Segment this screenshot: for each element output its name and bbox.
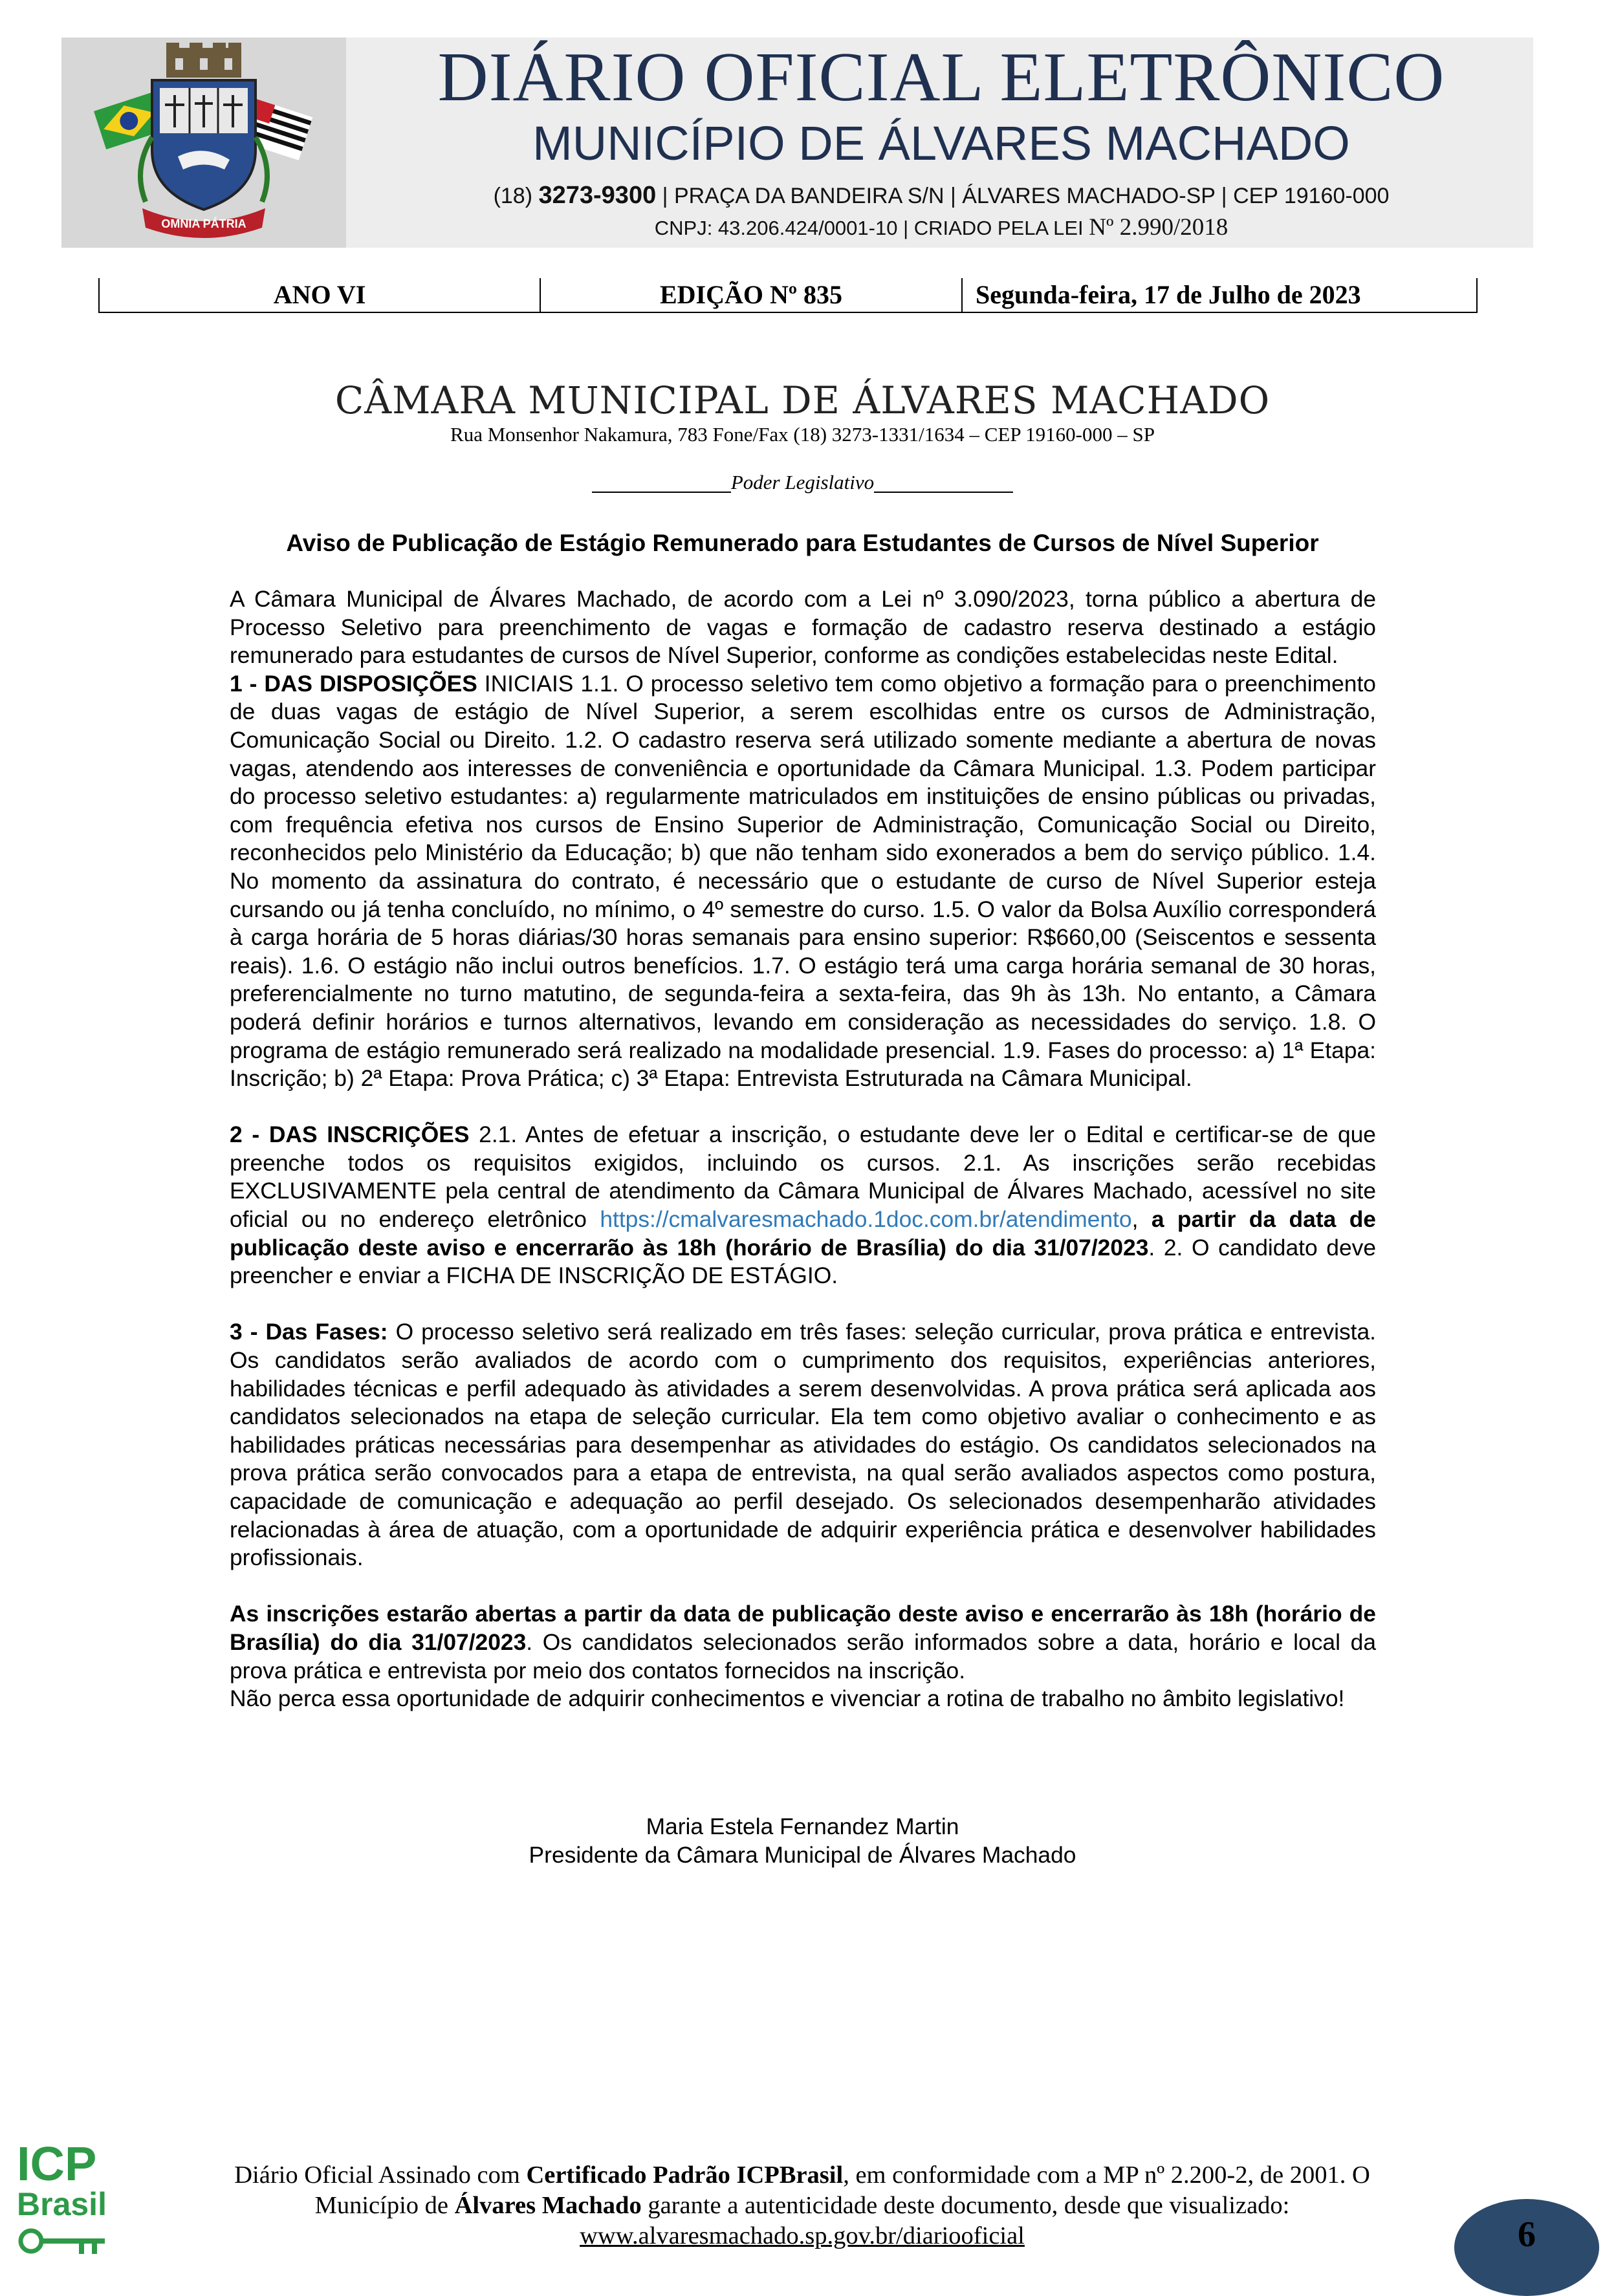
area-code: (18): [493, 184, 533, 208]
icp-brasil-logo-icon: [14, 2138, 111, 2260]
section-2-text-b: ,: [1131, 1206, 1152, 1233]
section-2-heading: 2 - DAS INSCRIÇÕES: [230, 1121, 470, 1148]
closing-invite: Não perca essa oportunidade de adquirir conhecimentos e vivenciar a rotina de trabalho no âmbito legislativo!: [230, 1685, 1345, 1712]
icp-logo-line1: ICP: [17, 2138, 97, 2191]
footer-certification: [213, 2160, 1391, 2251]
camara-address: Rua Monsenhor Nakamura, 783 Fone/Fax (18) 3273-1331/1634 – CEP 19160-000 – SP: [450, 423, 1155, 446]
closing-deadline: As inscrições estarão abertas a partir da data de publicação deste aviso e encerrarão às 18h (horário de Brasília) do dia 31/07/2023: [230, 1601, 1376, 1655]
municipality-name: MUNICÍPIO DE ÁLVARES MACHADO: [532, 116, 1350, 170]
signature-block: [0, 1812, 1605, 1869]
notice-title: Aviso de Publicação de Estágio Remunerado para Estudantes de Cursos de Nível Superior: [286, 530, 1319, 556]
gazette-title: DIÁRIO OFICIAL ELETRÔNICO: [437, 39, 1445, 116]
header-contact: [349, 181, 1533, 210]
creation-law: Nº 2.990/2018: [1089, 214, 1228, 241]
branch-label: [0, 470, 1605, 495]
section-3: [230, 1318, 1376, 1572]
branch-name: Poder Legislativo: [730, 471, 875, 493]
intro-paragraph: A Câmara Municipal de Álvares Machado, de acordo com a Lei nº 3.090/2023, torna público a abertura de Processo Seletivo para preenchimento de vagas e formação de cadastro reserva destinado a estágio remunerado para estudantes de cursos de Nível Superior, conforme as condições estabelecidas neste Edital.: [230, 586, 1376, 669]
section-2-deadline: a partir da data de publicação deste aviso e encerrarão às 18h (horário de Brasília) do dia 31/07/2023: [230, 1206, 1376, 1261]
edition-number: EDIÇÃO Nº 835: [541, 278, 963, 312]
cnpj-text: CNPJ: 43.206.424/0001-10 | CRIADO PELA LEI: [654, 217, 1084, 239]
section-1-text: INICIAIS 1.1. O processo seletivo tem como objetivo a formação para o preenchimento de duas vagas de estágio de Nível Superior, a serem escolhidas entre os cursos de Administração, Comunicação Social ou Direito. 1.2. O cadastro reserva será utilizado somente mediante a abertura de novas vagas, atendendo aos interesses de conveniência e oportunidade da Câmara Municipal. 1.3. Podem participar do processo seletivo estudantes: a) regularmente matriculados em instituições de ensino públicas ou privadas, com frequência efetiva nos cursos de Ensino Superior de Administração, Comunicação Social ou Direito, reconhecidos pelo Ministério da Educação; b) que não tenham sido exonerados a bem do serviço público. 1.4. No momento da assinatura do contrato, é necessário que o estudante de curso de Nível Superior esteja cursando ou já tenha concluído, no mínimo, o 4º semestre do curso. 1.5. O valor da Bolsa Auxílio corresponderá à carga horária de 5 horas diárias/30 horas semanais para ensino superior: R$660,00 (Seiscentos e sessenta reais). 1.6. O estágio não inclui outros benefícios. 1.7. O estágio terá uma carga horária semanal de 30 horas, preferencialmente no turno matutino, de segunda-feira a sexta-feira, das 9h às 13h. No entanto, a Câmara poderá definir horários e turnos alternativos, levando em consideração as necessidades do serviço. 1.8. O programa de estágio remunerado será realizado na modalidade presencial. 1.9. Fases do processo: a) 1ª Etapa: Inscrição; b) 2ª Etapa: Prova Prática; c) 3ª Etapa: Entrevista Estruturada na Câmara Municipal.: [230, 670, 1376, 1092]
section-3-text: O processo seletivo será realizado em três fases: seleção curricular, prova prática e entrevista. Os candidatos serão avaliados de acordo com o cumprimento dos requisitos, experiências anteriores, habilidades técnicas e perfil adequado às atividades a serem desenvolvidas. A prova prática será aplicada aos candidatos selecionados na etapa de seleção curricular. Ela tem como objetivo avaliar o conhecimento e as habilidades práticas necessárias para desempenhar as atividades do estágio. Os candidatos selecionados na prova prática serão convocados para a etapa de entrevista, na qual serão avaliados aspectos como postura, capacidade de comunicação e adequação ao perfil desejado. Os selecionados desempenharão atividades relacionadas à área de atuação, com a oportunidade de adquirir experiência prática e desenvolver habilidades profissionais.: [230, 1319, 1376, 1571]
edition-bar: [98, 278, 1478, 313]
section-1: [230, 670, 1376, 1093]
divider: [592, 492, 731, 493]
signer-role: Presidente da Câmara Municipal de Álvares Machado: [529, 1842, 1076, 1868]
footer-text-3: garante a autenticidade deste documento, desde que visualizado:: [641, 2192, 1290, 2219]
footer-text-1: Diário Oficial Assinado com: [234, 2161, 527, 2189]
closing-paragraph: [230, 1600, 1376, 1685]
header-address: | PRAÇA DA BANDEIRA S/N | ÁLVARES MACHADO-SP | CEP 19160-000: [662, 184, 1390, 208]
section-2-text-c: . 2. O candidato deve preencher e enviar a FICHA DE INSCRIÇÃO DE ESTÁGIO.: [230, 1234, 1377, 1289]
logo-motto: OMNIA PÁTRIA: [161, 217, 246, 230]
divider: [874, 492, 1013, 493]
section-1-heading: 1 - DAS DISPOSIÇÕES: [230, 670, 477, 697]
phone-number: 3273-9300: [538, 182, 657, 209]
edition-date: Segunda-feira, 17 de Julho de 2023: [976, 280, 1361, 309]
camara-title: CÂMARA MUNICIPAL DE ÁLVARES MACHADO: [334, 378, 1271, 422]
registration-link[interactable]: https://cmalvaresmachado.1doc.com.br/atendimento: [600, 1206, 1132, 1233]
footer-text-2: , em conformidade com a MP nº 2.200-2, de 2001. O Município de: [314, 2161, 1370, 2219]
header-cnpj: [349, 213, 1533, 243]
footer-municipality: Álvares Machado: [454, 2192, 642, 2219]
closing-text: . Os candidatos selecionados serão informados sobre a data, horário e local da prova prática e entrevista por meio dos contatos fornecidos na inscrição.: [230, 1629, 1377, 1684]
page-number: 6: [1518, 2215, 1536, 2255]
signer-name: Maria Estela Fernandez Martin: [646, 1814, 959, 1839]
section-3-heading: 3 - Das Fases:: [230, 1319, 388, 1345]
footer-url-link[interactable]: www.alvaresmachado.sp.gov.br/diariooficial: [580, 2222, 1025, 2249]
icp-logo-line2: Brasil: [17, 2186, 107, 2222]
section-2-text-a: 2.1. Antes de efetuar a inscrição, o estudante deve ler o Edital e certificar-se de que preenche todos os requisitos exigidos, incluindo os cursos. 2.1. As inscrições serão recebidas EXCLUSIVAMENTE pela central de atendimento da Câmara Municipal de Álvares Machado, acessível no site oficial ou no endereço eletrônico: [230, 1121, 1376, 1233]
edition-year: ANO VI: [100, 278, 541, 312]
footer-certificate: Certificado Padrão ICPBrasil: [526, 2161, 844, 2189]
section-2: [230, 1121, 1376, 1290]
notice-body: [230, 585, 1376, 1713]
municipal-coat-of-arms-icon: [81, 40, 327, 244]
